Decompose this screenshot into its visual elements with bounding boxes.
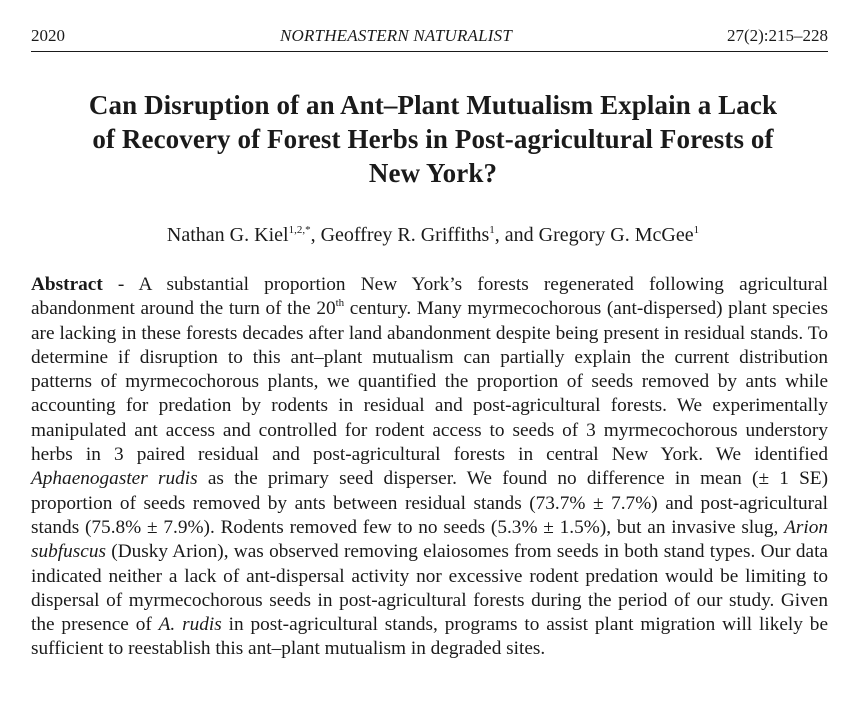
author-list: [0, 222, 866, 248]
abstract-label: Abstract: [31, 274, 103, 295]
abstract-text: in post-agricultural stands, programs to assist plant migration will likely be sufficient to reestablish this ant–plant mutualism in degraded sites.: [31, 614, 828, 660]
author-name: Gregory G. McGee: [538, 224, 694, 246]
abstract-text: - A substantial proportion New York’s forests regenerated following agricultural abandonment around the turn of the 20: [31, 274, 828, 320]
journal-name: NORTHEASTERN NATURALIST: [279, 26, 513, 45]
author-affiliation: 1: [693, 224, 700, 236]
author-separator: ,: [310, 224, 321, 246]
author-affiliation: 1,2,*: [288, 224, 311, 236]
header-rule: [31, 51, 828, 52]
volume-pages: 27(2):215–228: [726, 26, 828, 45]
author-affiliation: 1: [489, 224, 495, 236]
abstract: [31, 273, 828, 662]
article-title: [20, 88, 846, 190]
author-name: Geoffrey R. Griffiths: [320, 224, 490, 246]
title-line-2: of Recovery of Forest Herbs in Post-agricultural Forests of: [92, 124, 774, 154]
author-name: Nathan G. Kiel: [166, 224, 289, 246]
title-line-3: New York?: [368, 158, 498, 188]
author-separator: , and: [494, 224, 539, 246]
abstract-text: (Dusky Arion), was observed removing elaiosomes from seeds in both stand types. Our data indicated neither a lack of ant-dispersal activity nor excessive rodent predation would be limiting to dispersal of myrmecochorous seeds in post-agricultural forests during the period of our study. Given the presence of: [31, 541, 828, 636]
species-name: A. rudis: [158, 614, 222, 636]
ordinal-suffix: th: [335, 297, 345, 310]
species-name: Aphaenogaster rudis: [31, 468, 198, 490]
running-head: [31, 26, 828, 48]
species-name: Arion subfuscus: [31, 516, 828, 563]
title-line-1: Can Disruption of an Ant–Plant Mutualism Explain a Lack: [88, 90, 778, 120]
journal-year: 2020: [31, 26, 65, 45]
abstract-text: century. Many myrmecochorous (ant-dispersed) plant species are lacking in these forests decades after land abandonment despite being present in residual stands. To determine if disruption to this ant–plant mutualism can partially explain the current distribution patterns of myrmecochorous plants, we quantified the proportion of seeds removed by ants while accounting for predation by rodents in residual and post-agricultural forests. We experimentally manipulated ant access and controlled for rodent access to seeds of 3 myrmecochorous understory herbs in 3 paired residual and post-agricultural forests in central New York. We identified: [31, 298, 828, 466]
abstract-text: as the primary seed disperser. We found no difference in mean (± 1 SE) proportion of seeds removed by ants between residual stands (73.7% ± 7.7%) and post-agricultural stands (75.8% ± 7.9%). Rodents removed few to no seeds (5.3% ± 1.5%), but an invasive slug,: [31, 468, 829, 538]
